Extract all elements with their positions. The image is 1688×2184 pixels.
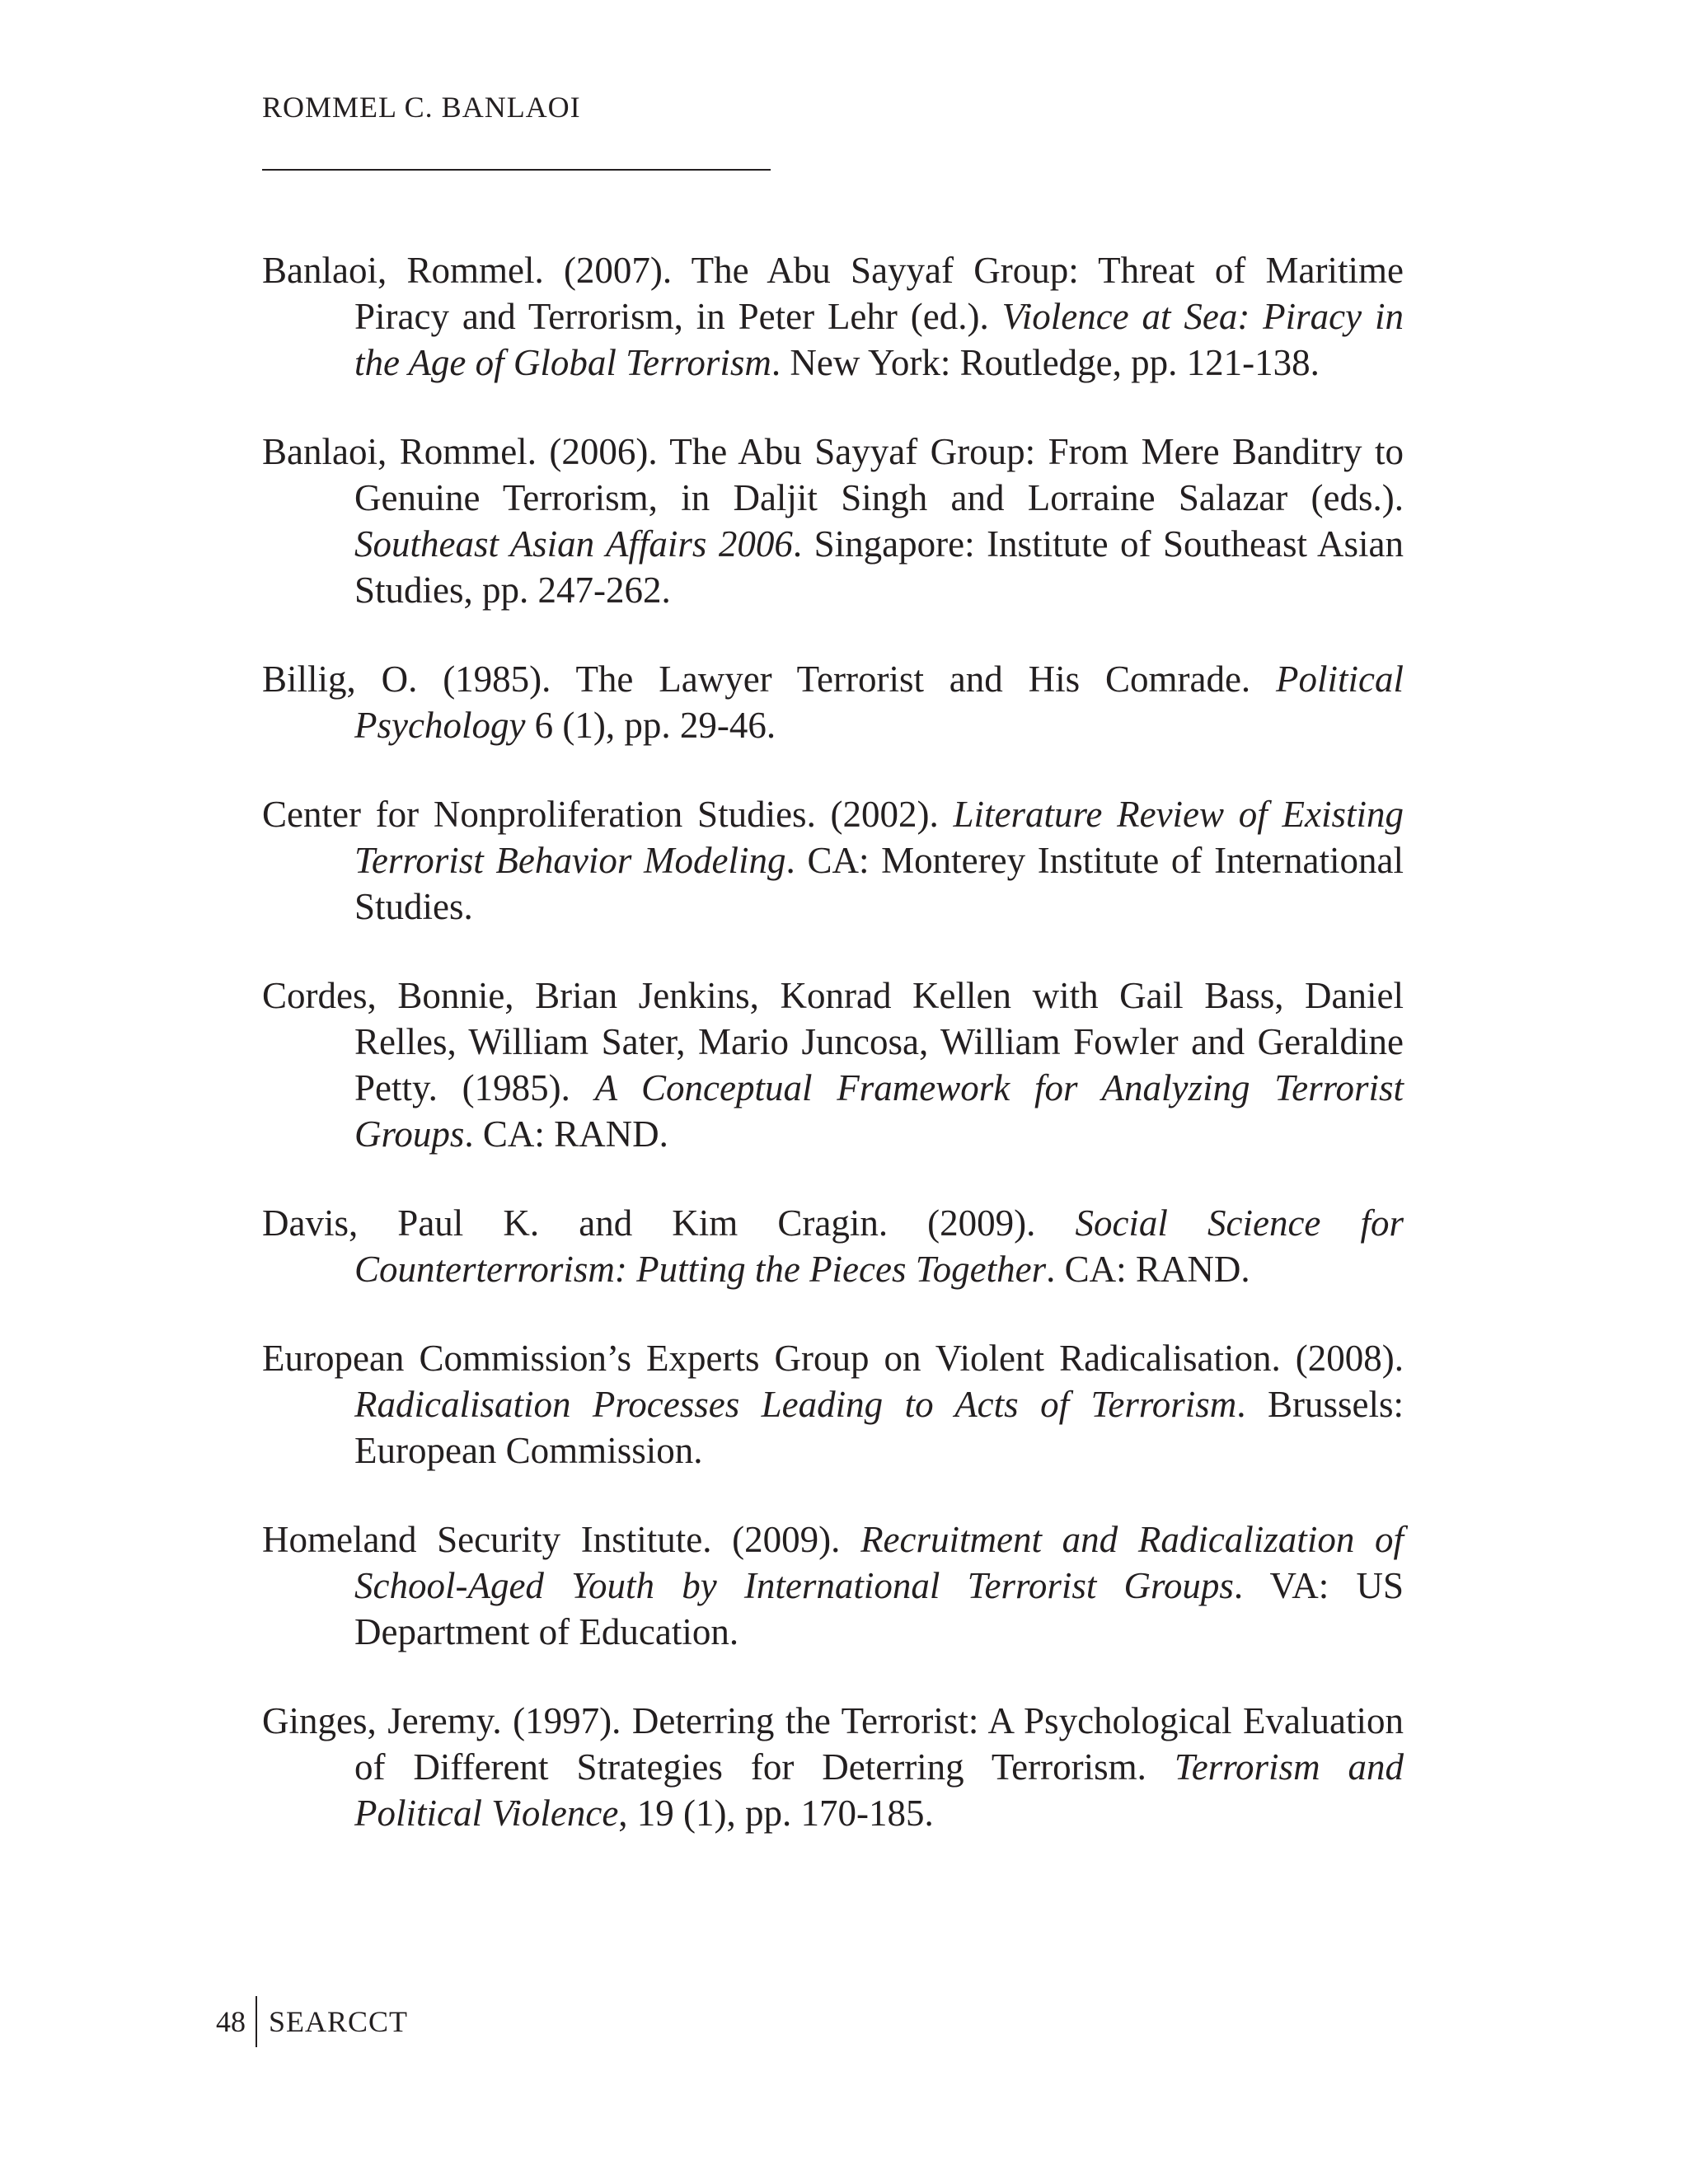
running-head: ROMMEL C. BANLAOI [262, 91, 581, 124]
reference-title: Recruitment and Radicalization of School-Aged Youth by International Terrorist Groups [354, 1519, 1404, 1606]
reference-text: Homeland Security Institute. (2009). [262, 1519, 861, 1560]
reference-text: Ginges, Jeremy. (1997). Deterring the Terrorist: A Psychological Evaluation of Different Strategies for Deterring Terrorism. [262, 1700, 1404, 1788]
reference-entry [262, 247, 1404, 386]
reference-text: Billig, O. (1985). The Lawyer Terrorist and His Comrade. [262, 658, 1277, 700]
reference-text: Center for Nonproliferation Studies. (2002). [262, 794, 954, 835]
reference-text: . CA: RAND. [464, 1113, 668, 1155]
reference-entry [262, 1335, 1404, 1474]
reference-text: . Singapore: Institute of Southeast Asian Studies, pp. 247-262. [354, 523, 1404, 611]
reference-entry [262, 1516, 1404, 1655]
header-rule [262, 169, 771, 171]
reference-text: Banlaoi, Rommel. (2007). The Abu Sayyaf Group: Threat of Maritime Piracy and Terrorism, in Peter Lehr (ed.). [262, 250, 1404, 337]
reference-list [262, 247, 1404, 1879]
reference-text: . CA: Monterey Institute of International Studies. [354, 840, 1404, 927]
reference-text: . New York: Routledge, pp. 121-138. [771, 342, 1320, 383]
reference-entry [262, 1200, 1404, 1292]
reference-text: Davis, Paul K. and Kim Cragin. (2009). [262, 1202, 1076, 1244]
reference-entry [262, 429, 1404, 613]
page-number: 48 [216, 2005, 246, 2038]
reference-entry [262, 972, 1404, 1157]
reference-title: Social Science for Counterterrorism: Putting the Pieces Together [354, 1202, 1404, 1290]
reference-title: Violence at Sea: Piracy in the Age of Global Terrorism [354, 296, 1404, 383]
reference-text: , 19 (1), pp. 170-185. [618, 1793, 934, 1834]
publication-name: SEARCCT [269, 2005, 409, 2038]
reference-text: European Commission’s Experts Group on Violent Radicalisation. (2008). [262, 1338, 1404, 1379]
reference-text: . VA: US Department of Education. [354, 1565, 1404, 1652]
reference-text: 6 (1), pp. 29-46. [525, 705, 776, 746]
reference-entry [262, 1698, 1404, 1836]
page-footer [216, 1996, 408, 2047]
reference-title: Terrorism and Political Violence [354, 1746, 1404, 1834]
reference-text: Banlaoi, Rommel. (2006). The Abu Sayyaf Group: From Mere Banditry to Genuine Terrorism, in Daljit Singh and Lorraine Salazar (eds.). [262, 431, 1404, 518]
reference-title: Literature Review of Existing Terrorist Behavior Modeling [354, 794, 1404, 881]
reference-title: Political Psychology [354, 658, 1404, 746]
reference-text: Cordes, Bonnie, Brian Jenkins, Konrad Kellen with Gail Bass, Daniel Relles, William Sater, Mario Juncosa, William Fowler and Geraldine Petty. (1985). [262, 975, 1404, 1108]
reference-entry [262, 791, 1404, 930]
reference-title: Radicalisation Processes Leading to Acts of Terrorism [354, 1384, 1237, 1425]
reference-title: A Conceptual Framework for Analyzing Terrorist Groups [354, 1067, 1404, 1155]
reference-text: . Brussels: European Commission. [354, 1384, 1404, 1471]
reference-text: . CA: RAND. [1046, 1249, 1250, 1290]
reference-entry [262, 656, 1404, 748]
reference-title: Southeast Asian Affairs 2006 [354, 523, 793, 565]
